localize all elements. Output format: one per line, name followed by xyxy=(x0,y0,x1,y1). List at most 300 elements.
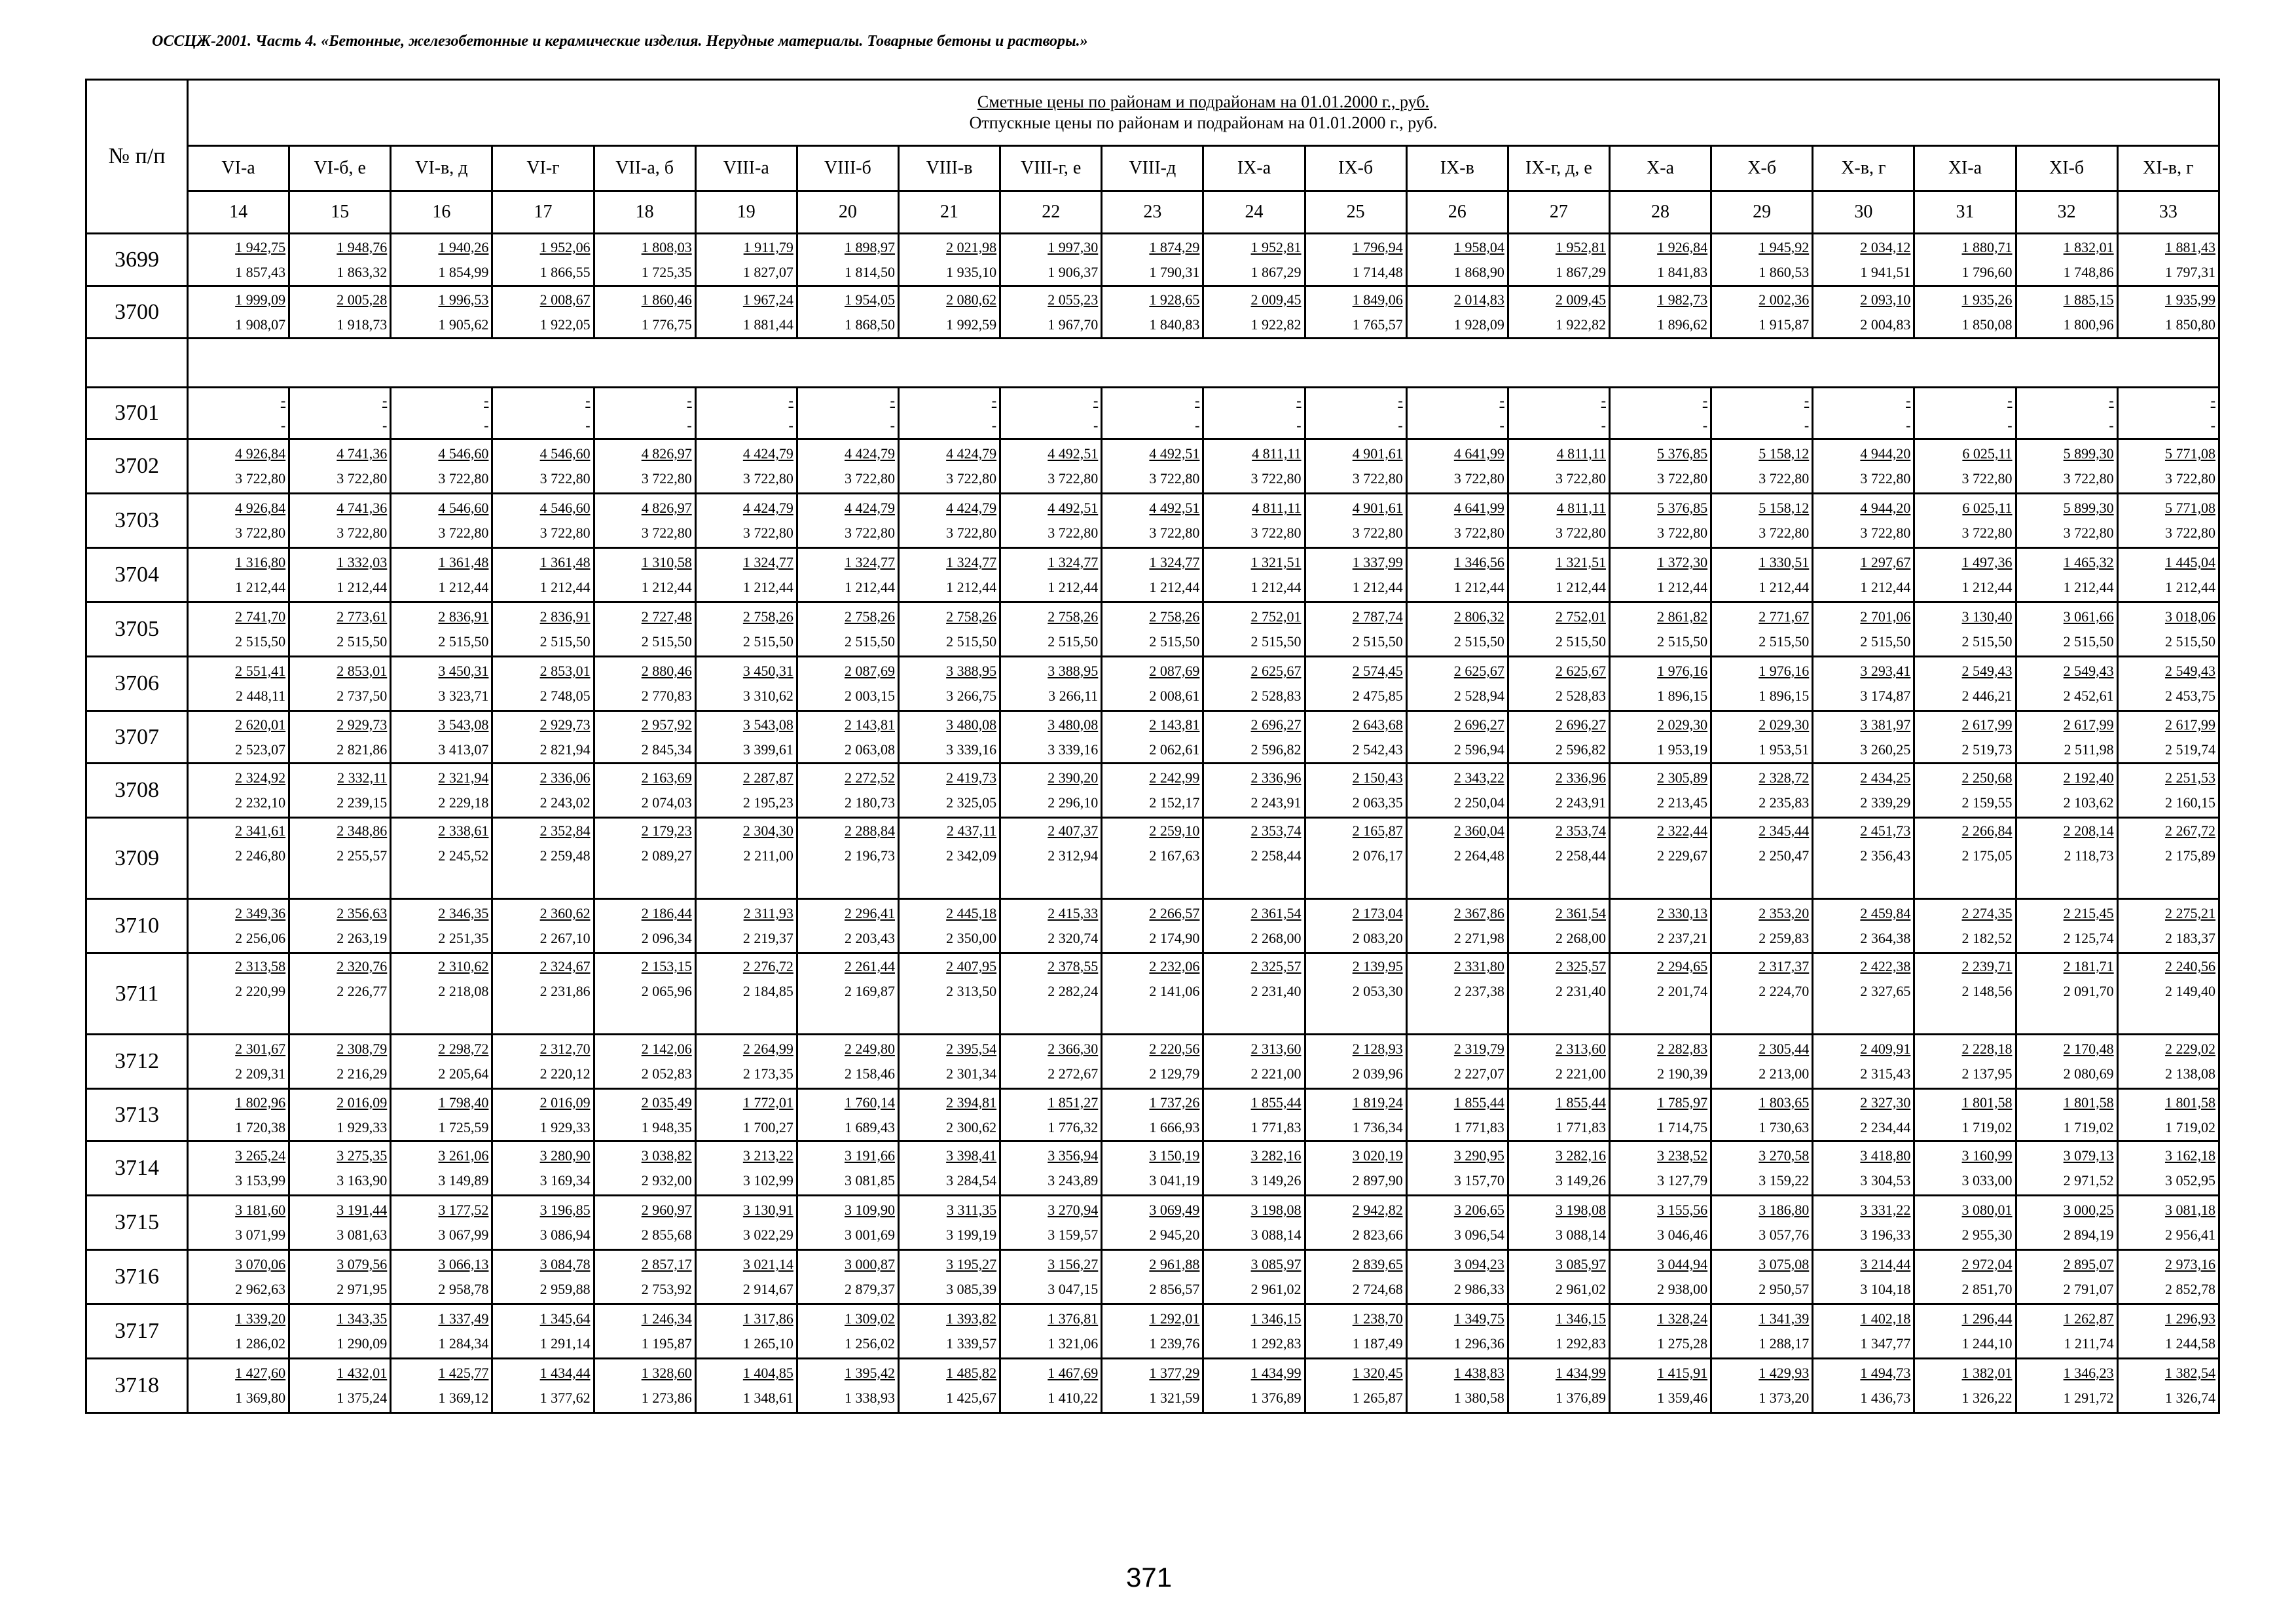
page-number: 371 xyxy=(1126,1562,1173,1593)
estimated-price: 1 316,80 xyxy=(235,554,286,570)
column-number: 29 xyxy=(1711,191,1813,234)
release-price: 1 290,09 xyxy=(337,1335,388,1352)
release-price: 2 932,00 xyxy=(641,1172,692,1189)
estimated-price: 2 422,38 xyxy=(1860,958,1911,974)
estimated-price: 2 617,99 xyxy=(2164,716,2215,733)
price-cell xyxy=(2016,953,2117,1035)
release-price: 3 722,80 xyxy=(1860,470,1911,487)
release-price: 2 209,31 xyxy=(235,1065,286,1082)
release-price: 3 722,80 xyxy=(844,525,895,541)
estimated-price: 3 000,87 xyxy=(844,1256,895,1272)
estimated-price: 1 760,14 xyxy=(844,1094,895,1111)
release-price: 3 722,80 xyxy=(1555,470,1606,487)
estimated-price: 1 434,99 xyxy=(1555,1365,1606,1381)
estimated-price: 3 094,23 xyxy=(1453,1256,1504,1272)
estimated-price: 1 497,36 xyxy=(1961,554,2013,570)
estimated-price: 2 288,84 xyxy=(844,822,895,839)
price-cell xyxy=(1508,818,1609,899)
price-cell xyxy=(391,899,492,953)
estimated-price: 6 025,11 xyxy=(1962,445,2013,462)
release-price: 2 753,92 xyxy=(641,1281,692,1297)
price-cell xyxy=(594,953,695,1035)
price-cell xyxy=(797,1089,898,1141)
release-price: 2 856,57 xyxy=(1149,1281,1200,1297)
price-cell xyxy=(1406,899,1508,953)
release-price: 3 047,15 xyxy=(1048,1281,1099,1297)
release-price: 2 229,67 xyxy=(1657,847,1708,864)
estimated-price: 2 163,69 xyxy=(641,769,692,786)
estimated-price: 2 008,67 xyxy=(539,291,591,308)
release-price: - xyxy=(1093,417,1099,434)
release-price: 2 229,18 xyxy=(438,794,489,811)
estimated-price: 2 153,15 xyxy=(641,958,692,974)
price-cell xyxy=(1914,1304,2016,1359)
estimated-price: 2 165,87 xyxy=(1352,822,1403,839)
column-header: X-а xyxy=(1609,146,1711,191)
estimated-price: 3 155,56 xyxy=(1657,1202,1708,1218)
estimated-price: 2 620,01 xyxy=(235,716,286,733)
price-cell xyxy=(492,818,594,899)
price-cell xyxy=(1000,818,1102,899)
release-price: 2 475,85 xyxy=(1352,688,1403,704)
estimated-price: 2 378,55 xyxy=(1048,958,1099,974)
estimated-price: 2 313,60 xyxy=(1555,1041,1606,1057)
release-price: 1 719,02 xyxy=(1961,1118,2013,1135)
estimated-price: 1 339,20 xyxy=(235,1310,286,1327)
release-price: 1 187,49 xyxy=(1352,1335,1403,1352)
estimated-price: 1 345,64 xyxy=(539,1310,591,1327)
price-cell xyxy=(1711,1250,1813,1304)
estimated-price: 1 262,87 xyxy=(2063,1310,2114,1327)
release-price: 2 231,86 xyxy=(539,983,591,999)
price-cell xyxy=(1914,1250,2016,1304)
release-price: 2 234,44 xyxy=(1860,1118,1911,1135)
estimated-price: 4 741,36 xyxy=(337,445,388,462)
estimated-price: 3 206,65 xyxy=(1453,1202,1504,1218)
estimated-price: 4 546,60 xyxy=(539,500,591,516)
release-price: 1 212,44 xyxy=(1453,579,1504,595)
price-cell xyxy=(1406,286,1508,339)
estimated-price: 2 758,26 xyxy=(946,608,997,625)
price-cell xyxy=(1203,711,1305,764)
estimated-price: 2 727,48 xyxy=(641,608,692,625)
estimated-price: 2 836,91 xyxy=(539,608,591,625)
estimated-price: 2 758,26 xyxy=(1149,608,1200,625)
release-price: 1 212,44 xyxy=(2164,579,2215,595)
estimated-price: 1 382,54 xyxy=(2164,1365,2215,1381)
estimated-price: 2 336,96 xyxy=(1250,769,1302,786)
estimated-price: 1 332,03 xyxy=(337,554,388,570)
release-price: 2 227,07 xyxy=(1453,1065,1504,1082)
estimated-price: 4 826,97 xyxy=(641,445,692,462)
price-cell xyxy=(797,388,898,439)
price-cell xyxy=(1609,286,1711,339)
price-cell xyxy=(289,764,391,818)
price-cell xyxy=(2117,818,2219,899)
release-price: - xyxy=(1804,417,1810,434)
release-price: 1 935,10 xyxy=(946,263,997,280)
price-cell xyxy=(1203,1250,1305,1304)
price-cell xyxy=(1305,286,1406,339)
column-header: XI-б xyxy=(2016,146,2117,191)
price-cell xyxy=(1406,1035,1508,1089)
price-cell xyxy=(1305,711,1406,764)
estimated-price: 3 079,56 xyxy=(337,1256,388,1272)
estimated-price: 1 940,26 xyxy=(438,238,489,255)
release-price: 1 410,22 xyxy=(1048,1390,1099,1406)
estimated-price: 2 758,26 xyxy=(742,608,793,625)
estimated-price: - xyxy=(1804,392,1810,409)
price-cell xyxy=(1813,953,1914,1035)
release-price: 1 953,51 xyxy=(1758,741,1810,758)
price-cell xyxy=(1711,602,1813,657)
release-price: 2 938,00 xyxy=(1657,1281,1708,1297)
price-cell xyxy=(1203,234,1305,286)
estimated-price: 4 944,20 xyxy=(1860,500,1911,516)
price-cell xyxy=(1813,1196,1914,1250)
estimated-price: 2 696,27 xyxy=(1453,716,1504,733)
column-number: 17 xyxy=(492,191,594,234)
release-price: 2 083,20 xyxy=(1352,930,1403,946)
estimated-price: 3 198,08 xyxy=(1555,1202,1606,1218)
release-price: 3 722,80 xyxy=(1961,525,2013,541)
release-price: 3 046,46 xyxy=(1657,1227,1708,1243)
release-price: 1 736,34 xyxy=(1352,1118,1403,1135)
price-cell xyxy=(1203,1141,1305,1196)
release-price: 2 203,43 xyxy=(844,930,895,946)
price-cell xyxy=(188,764,289,818)
release-price: 1 321,06 xyxy=(1048,1335,1099,1352)
estimated-price: - xyxy=(2210,392,2215,409)
release-price: 2 515,50 xyxy=(641,633,692,650)
price-cell xyxy=(1203,439,1305,494)
release-price: 2 515,50 xyxy=(1961,633,2013,650)
price-cell xyxy=(391,439,492,494)
price-cell xyxy=(188,234,289,286)
release-price: 2 301,34 xyxy=(946,1065,997,1082)
price-cell xyxy=(289,1250,391,1304)
price-cell xyxy=(898,657,1000,711)
price-cell xyxy=(1305,234,1406,286)
row-number: 3704 xyxy=(86,548,188,602)
release-price: 3 722,80 xyxy=(742,525,793,541)
estimated-price: 1 415,91 xyxy=(1657,1365,1708,1381)
release-price: - xyxy=(1499,417,1504,434)
price-cell xyxy=(391,953,492,1035)
estimated-price: 1 948,76 xyxy=(337,238,388,255)
estimated-price: 3 018,06 xyxy=(2164,608,2215,625)
price-cell xyxy=(289,1196,391,1250)
estimated-price: 1 321,51 xyxy=(1555,554,1606,570)
estimated-price: 3 388,95 xyxy=(1048,663,1099,679)
release-price: 3 722,80 xyxy=(1149,525,1200,541)
price-cell xyxy=(1406,1141,1508,1196)
release-price: 1 212,44 xyxy=(1352,579,1403,595)
estimated-price: 2 353,74 xyxy=(1555,822,1606,839)
release-price: 2 515,50 xyxy=(1352,633,1403,650)
price-cell xyxy=(797,657,898,711)
release-price: - xyxy=(1702,417,1708,434)
estimated-price: 2 353,20 xyxy=(1758,905,1810,921)
estimated-price: 1 324,77 xyxy=(742,554,793,570)
price-cell xyxy=(797,286,898,339)
table-row xyxy=(86,1359,2219,1413)
estimated-price: 1 935,26 xyxy=(1961,291,2013,308)
estimated-price: 1 438,83 xyxy=(1453,1365,1504,1381)
release-price: 1 908,07 xyxy=(235,316,286,333)
estimated-price: 1 330,51 xyxy=(1758,554,1810,570)
estimated-price: 1 999,09 xyxy=(235,291,286,308)
release-price: - xyxy=(788,417,793,434)
price-cell xyxy=(1000,1089,1102,1141)
price-cell xyxy=(289,1141,391,1196)
estimated-price: 2 093,10 xyxy=(1860,291,1911,308)
release-price: 2 053,30 xyxy=(1352,983,1403,999)
release-price: 2 737,50 xyxy=(337,688,388,704)
price-cell xyxy=(695,953,797,1035)
price-cell xyxy=(1711,711,1813,764)
estimated-price: 2 186,44 xyxy=(641,905,692,921)
price-cell xyxy=(1813,764,1914,818)
price-cell xyxy=(188,548,289,602)
column-header: VIII-б xyxy=(797,146,898,191)
estimated-price: 1 434,44 xyxy=(539,1365,591,1381)
estimated-price: 5 158,12 xyxy=(1758,500,1810,516)
estimated-price: 5 376,85 xyxy=(1657,445,1708,462)
release-price: 3 722,80 xyxy=(1657,525,1708,541)
price-cell xyxy=(289,1359,391,1413)
price-cell xyxy=(1813,899,1914,953)
estimated-price: 3 543,08 xyxy=(742,716,793,733)
price-cell xyxy=(1305,439,1406,494)
estimated-price: 1 324,77 xyxy=(1149,554,1200,570)
price-cell xyxy=(188,711,289,764)
release-price: 2 282,24 xyxy=(1048,983,1099,999)
release-price: 2 216,29 xyxy=(337,1065,388,1082)
table-row xyxy=(86,388,2219,439)
release-price: 1 771,83 xyxy=(1555,1118,1606,1135)
price-cell xyxy=(898,1141,1000,1196)
estimated-price: 1 346,15 xyxy=(1555,1310,1606,1327)
estimated-price: 5 158,12 xyxy=(1758,445,1810,462)
column-header: X-б xyxy=(1711,146,1813,191)
price-cell xyxy=(2016,711,2117,764)
release-price: 2 914,67 xyxy=(742,1281,793,1297)
row-number: 3713 xyxy=(86,1089,188,1141)
release-price: 2 159,55 xyxy=(1961,794,2013,811)
estimated-price: 2 973,16 xyxy=(2164,1256,2215,1272)
release-price: 2 235,83 xyxy=(1758,794,1810,811)
release-price: 2 221,00 xyxy=(1555,1065,1606,1082)
price-cell xyxy=(1711,764,1813,818)
estimated-price: 1 341,39 xyxy=(1758,1310,1810,1327)
release-price: 1 212,44 xyxy=(844,579,895,595)
release-price: 2 256,06 xyxy=(235,930,286,946)
release-price: 1 860,53 xyxy=(1758,263,1810,280)
release-price: 1 291,14 xyxy=(539,1335,591,1352)
estimated-price: 4 492,51 xyxy=(1149,445,1200,462)
estimated-price: 3 191,44 xyxy=(337,1202,388,1218)
price-cell xyxy=(2016,1359,2117,1413)
release-price: 2 065,96 xyxy=(641,983,692,999)
estimated-price: 4 811,11 xyxy=(1556,445,1606,462)
row-number: 3703 xyxy=(86,494,188,548)
release-price: 2 258,44 xyxy=(1250,847,1302,864)
estimated-price: 1 898,97 xyxy=(844,238,895,255)
estimated-price: 2 574,45 xyxy=(1352,663,1403,679)
price-cell xyxy=(1508,234,1609,286)
price-cell xyxy=(695,388,797,439)
estimated-price: 4 811,11 xyxy=(1556,500,1606,516)
release-price: 1 776,75 xyxy=(641,316,692,333)
release-price: 2 956,41 xyxy=(2164,1227,2215,1243)
price-cell xyxy=(188,602,289,657)
estimated-price: 2 549,43 xyxy=(2164,663,2215,679)
price-cell xyxy=(1508,1035,1609,1089)
price-cell xyxy=(1000,899,1102,953)
release-price: 2 296,10 xyxy=(1048,794,1099,811)
release-price: 2 894,19 xyxy=(2063,1227,2114,1243)
estimated-price: 2 272,52 xyxy=(844,769,895,786)
release-price: 3 199,19 xyxy=(946,1227,997,1243)
column-header: VI-б, е xyxy=(289,146,391,191)
estimated-price: 1 376,81 xyxy=(1048,1310,1099,1327)
column-number: 19 xyxy=(695,191,797,234)
price-cell xyxy=(289,439,391,494)
price-cell xyxy=(2016,764,2117,818)
estimated-price: 2 009,45 xyxy=(1250,291,1302,308)
price-cell xyxy=(1609,1141,1711,1196)
estimated-price: 2 239,71 xyxy=(1961,958,2013,974)
estimated-price: 2 437,11 xyxy=(946,822,997,839)
estimated-price: 2 752,01 xyxy=(1250,608,1302,625)
price-cell xyxy=(1609,1250,1711,1304)
price-cell xyxy=(695,234,797,286)
release-price: 3 159,57 xyxy=(1048,1227,1099,1243)
price-cell xyxy=(1305,764,1406,818)
estimated-price: 2 192,40 xyxy=(2063,769,2114,786)
table-row xyxy=(86,234,2219,286)
estimated-price: 3 293,41 xyxy=(1860,663,1911,679)
price-cell xyxy=(1609,548,1711,602)
price-cell xyxy=(594,1035,695,1089)
estimated-price: 2 170,48 xyxy=(2063,1041,2114,1057)
price-cell xyxy=(492,1141,594,1196)
release-price: 2 167,63 xyxy=(1149,847,1200,864)
release-price: 3 266,75 xyxy=(946,688,997,704)
estimated-price: 2 409,91 xyxy=(1860,1041,1911,1057)
estimated-price: - xyxy=(1702,392,1708,409)
release-price: 1 953,19 xyxy=(1657,741,1708,758)
column-number: 22 xyxy=(1000,191,1102,234)
release-price: 1 790,31 xyxy=(1149,263,1200,280)
price-cell xyxy=(1203,494,1305,548)
column-number-row xyxy=(86,191,2219,234)
price-cell xyxy=(2016,1141,2117,1196)
estimated-price: 1 737,26 xyxy=(1149,1094,1200,1111)
release-price: 2 218,08 xyxy=(438,983,489,999)
price-cell xyxy=(1406,439,1508,494)
release-price: 3 722,80 xyxy=(1758,470,1810,487)
release-price: 2 271,98 xyxy=(1453,930,1504,946)
estimated-price: 3 418,80 xyxy=(1860,1147,1911,1164)
price-cell xyxy=(1609,764,1711,818)
price-cell xyxy=(188,439,289,494)
estimated-price: 1 935,99 xyxy=(2164,291,2215,308)
price-cell xyxy=(797,602,898,657)
price-cell xyxy=(1508,1250,1609,1304)
price-cell xyxy=(289,548,391,602)
release-price: - xyxy=(991,417,997,434)
release-price: 3 722,80 xyxy=(539,525,591,541)
row-number: 3700 xyxy=(86,286,188,339)
price-cell xyxy=(1609,439,1711,494)
release-price: 3 067,99 xyxy=(438,1227,489,1243)
estimated-price: 3 398,41 xyxy=(946,1147,997,1164)
column-header: IX-а xyxy=(1203,146,1305,191)
price-cell xyxy=(1813,439,1914,494)
release-price: 2 063,35 xyxy=(1352,794,1403,811)
release-price: 1 748,86 xyxy=(2063,263,2114,280)
estimated-price: 3 109,90 xyxy=(844,1202,895,1218)
release-price: 3 086,94 xyxy=(539,1227,591,1243)
release-price: 2 959,88 xyxy=(539,1281,591,1297)
price-cell xyxy=(695,494,797,548)
release-price: 1 992,59 xyxy=(946,316,997,333)
release-price: 1 369,12 xyxy=(438,1390,489,1406)
estimated-price: 3 381,97 xyxy=(1860,716,1911,733)
price-cell xyxy=(1609,1304,1711,1359)
price-cell xyxy=(695,439,797,494)
release-price: 3 149,89 xyxy=(438,1172,489,1189)
release-price: 3 722,80 xyxy=(742,470,793,487)
title-release-prices: Отпускные цены по районам и подрайонам на 01.01.2000 г., руб. xyxy=(969,113,1438,132)
estimated-price: - xyxy=(687,392,692,409)
price-cell xyxy=(1914,234,2016,286)
estimated-price: 2 324,67 xyxy=(539,958,591,974)
release-price: 1 868,90 xyxy=(1453,263,1504,280)
price-cell xyxy=(594,286,695,339)
estimated-price: 2 330,13 xyxy=(1657,905,1708,921)
estimated-price: 4 926,84 xyxy=(235,445,286,462)
price-cell xyxy=(492,953,594,1035)
estimated-price: 3 261,06 xyxy=(438,1147,489,1164)
release-price: 3 722,80 xyxy=(946,525,997,541)
price-cell xyxy=(695,1250,797,1304)
row-number: 3701 xyxy=(86,388,188,439)
estimated-price: 2 228,18 xyxy=(1961,1041,2013,1057)
estimated-price: 1 803,65 xyxy=(1758,1094,1810,1111)
price-cell xyxy=(1914,711,2016,764)
release-price: - xyxy=(2210,417,2215,434)
price-cell xyxy=(1813,1089,1914,1141)
estimated-price: 1 432,01 xyxy=(337,1365,388,1381)
release-price: - xyxy=(1398,417,1403,434)
price-cell xyxy=(1813,234,1914,286)
estimated-price: 3 061,66 xyxy=(2063,608,2114,625)
estimated-price: 4 901,61 xyxy=(1352,445,1403,462)
price-cell xyxy=(1914,1141,2016,1196)
estimated-price: 2 016,09 xyxy=(539,1094,591,1111)
table-row xyxy=(86,1304,2219,1359)
price-cell xyxy=(2117,234,2219,286)
table-row xyxy=(86,494,2219,548)
release-price: 2 821,86 xyxy=(337,741,388,758)
estimated-price: 1 976,16 xyxy=(1657,663,1708,679)
estimated-price: - xyxy=(585,392,591,409)
estimated-price: 1 855,44 xyxy=(1250,1094,1302,1111)
release-price: 2 971,95 xyxy=(337,1281,388,1297)
